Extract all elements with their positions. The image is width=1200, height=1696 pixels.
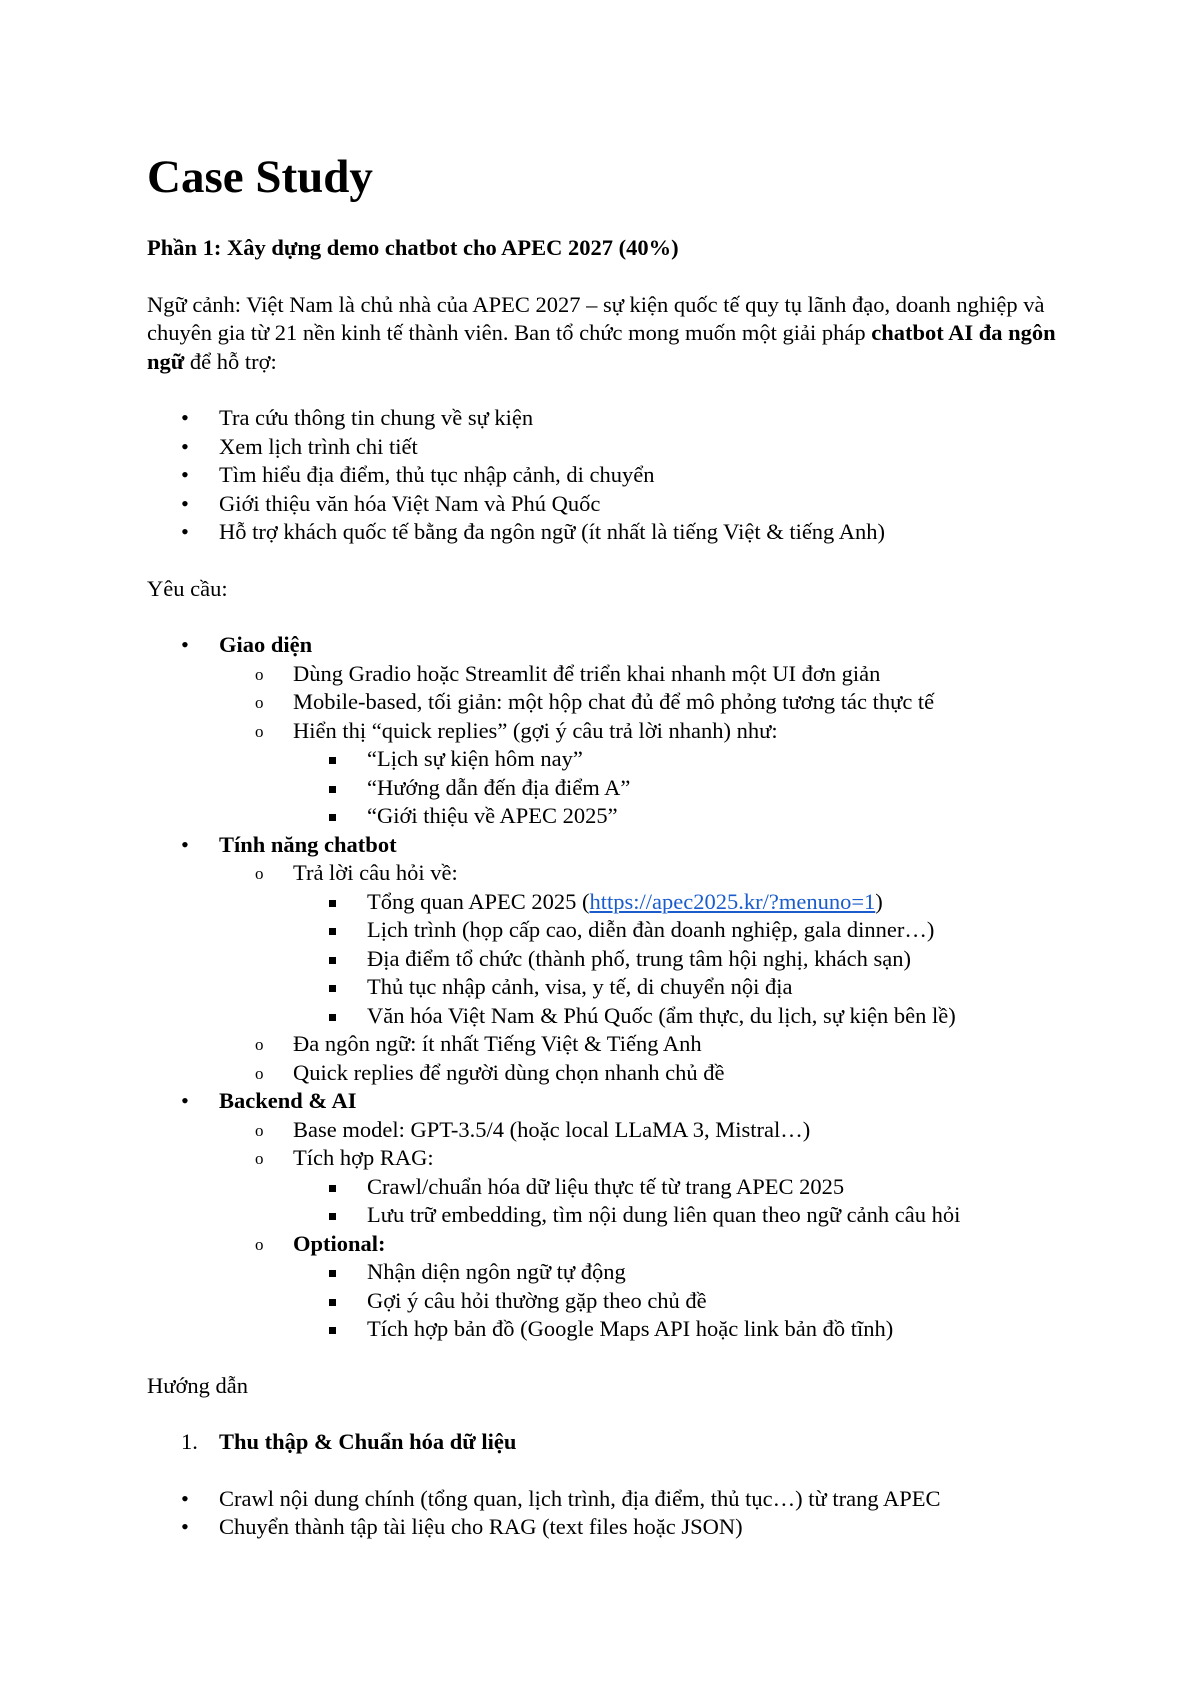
- answer-topics-list: [293, 888, 1067, 1031]
- optional-label: Optional:: [293, 1230, 386, 1256]
- apec-link[interactable]: https://apec2025.kr/?menuno=1: [589, 888, 876, 914]
- list-item: [147, 717, 1067, 831]
- backend-sublist: [219, 1116, 1067, 1344]
- list-item: Gợi ý câu hỏi thường gặp theo chủ đề: [147, 1287, 1067, 1316]
- guide-step: [147, 1428, 1067, 1457]
- optional-list: [293, 1258, 1067, 1344]
- list-item: o Quick replies để người dùng chọn nhanh chủ đề: [147, 1059, 1067, 1088]
- support-list: [147, 404, 1067, 547]
- requirement-features: [147, 831, 1067, 1088]
- features-sublist: [219, 859, 1067, 1087]
- context-text-end: để hỗ trợ:: [184, 348, 277, 374]
- list-item: o Base model: GPT-3.5/4 (hoặc local LLaMA 3, Mistral…): [147, 1116, 1067, 1145]
- quick-replies-intro: Hiển thị “quick replies” (gợi ý câu trả lời nhanh) như:: [293, 717, 778, 743]
- list-item: [147, 1230, 1067, 1344]
- list-item: • Hỗ trợ khách quốc tế bằng đa ngôn ngữ (ít nhất là tiếng Việt & tiếng Anh): [147, 518, 1067, 547]
- context-paragraph: [147, 291, 1067, 377]
- list-item: o Mobile-based, tối giản: một hộp chat đủ để mô phỏng tương tác thực tế: [147, 688, 1067, 717]
- step-number: 1.: [181, 1429, 198, 1454]
- requirements-label: Yêu cầu:: [147, 575, 228, 601]
- requirement-backend: [147, 1087, 1067, 1344]
- requirement-ui-label: Giao diện: [219, 632, 313, 657]
- list-item: Lưu trữ embedding, tìm nội dung liên quan theo ngữ cảnh câu hỏi: [147, 1201, 1067, 1230]
- list-item: o Dùng Gradio hoặc Streamlit để triển khai nhanh một UI đơn giản: [147, 660, 1067, 689]
- list-item: “Lịch sự kiện hôm nay”: [147, 745, 1067, 774]
- rag-list: [293, 1173, 1067, 1230]
- quick-replies-list: [293, 745, 1067, 831]
- list-item: • Crawl nội dung chính (tổng quan, lịch trình, địa điểm, thủ tục…) từ trang APEC: [147, 1485, 1067, 1514]
- context-bold: chatbot AI đa ngôn ngữ: [147, 320, 1056, 374]
- list-item: Địa điểm tổ chức (thành phố, trung tâm hội nghị, khách sạn): [147, 945, 1067, 974]
- list-item: • Xem lịch trình chi tiết: [147, 433, 1067, 462]
- list-item: [147, 1144, 1067, 1230]
- guide-label: Hướng dẫn: [147, 1372, 248, 1398]
- list-item: [147, 859, 1067, 1030]
- context-text: Ngữ cảnh: Việt Nam là chủ nhà của APEC 2027 – sự kiện quốc tế quy tụ lãnh đạo, doanh nghiệp và chuyên gia từ 21 nền kinh tế thành viên. Ban tổ chức mong muốn một giải pháp: [147, 291, 1045, 345]
- list-item: • Chuyển thành tập tài liệu cho RAG (text files hoặc JSON): [147, 1513, 1067, 1542]
- requirements-list: [147, 631, 1067, 1344]
- list-item: Nhận diện ngôn ngữ tự động: [147, 1258, 1067, 1287]
- requirement-features-label: Tính năng chatbot: [219, 831, 397, 857]
- list-item: Crawl/chuẩn hóa dữ liệu thực tế từ trang APEC 2025: [147, 1173, 1067, 1202]
- list-item: Văn hóa Việt Nam & Phú Quốc (ẩm thực, du lịch, sự kiện bên lề): [147, 1002, 1067, 1031]
- list-item: “Giới thiệu về APEC 2025”: [147, 802, 1067, 831]
- guide-step1-list: [147, 1485, 1067, 1542]
- overview-text-end: ): [875, 888, 883, 914]
- section1-heading: Phần 1: Xây dựng demo chatbot cho APEC 2027 (40%): [147, 235, 679, 260]
- list-item: Tích hợp bản đồ (Google Maps API hoặc link bản đồ tĩnh): [147, 1315, 1067, 1344]
- list-item: • Tìm hiểu địa điểm, thủ tục nhập cảnh, di chuyển: [147, 461, 1067, 490]
- list-item: Lịch trình (họp cấp cao, diễn đàn doanh nghiệp, gala dinner…): [147, 916, 1067, 945]
- page-title: Case Study: [147, 151, 373, 203]
- requirement-backend-label: Backend & AI: [219, 1088, 357, 1113]
- list-item: Thủ tục nhập cảnh, visa, y tế, di chuyển nội địa: [147, 973, 1067, 1002]
- answer-label: Trả lời câu hỏi về:: [293, 860, 458, 885]
- list-item: “Hướng dẫn đến địa điểm A”: [147, 774, 1067, 803]
- step-label: Thu thập & Chuẩn hóa dữ liệu: [219, 1429, 517, 1454]
- list-item: • Tra cứu thông tin chung về sự kiện: [147, 404, 1067, 433]
- overview-text: Tổng quan APEC 2025 (: [367, 888, 590, 914]
- list-item: [147, 888, 1067, 917]
- document-page: [147, 150, 1067, 1542]
- requirement-ui: [147, 631, 1067, 831]
- guide-steps: [147, 1428, 1067, 1457]
- ui-sublist: [219, 660, 1067, 831]
- rag-label: Tích hợp RAG:: [293, 1145, 434, 1170]
- list-item: o Đa ngôn ngữ: ít nhất Tiếng Việt & Tiếng Anh: [147, 1030, 1067, 1059]
- list-item: • Giới thiệu văn hóa Việt Nam và Phú Quốc: [147, 490, 1067, 519]
